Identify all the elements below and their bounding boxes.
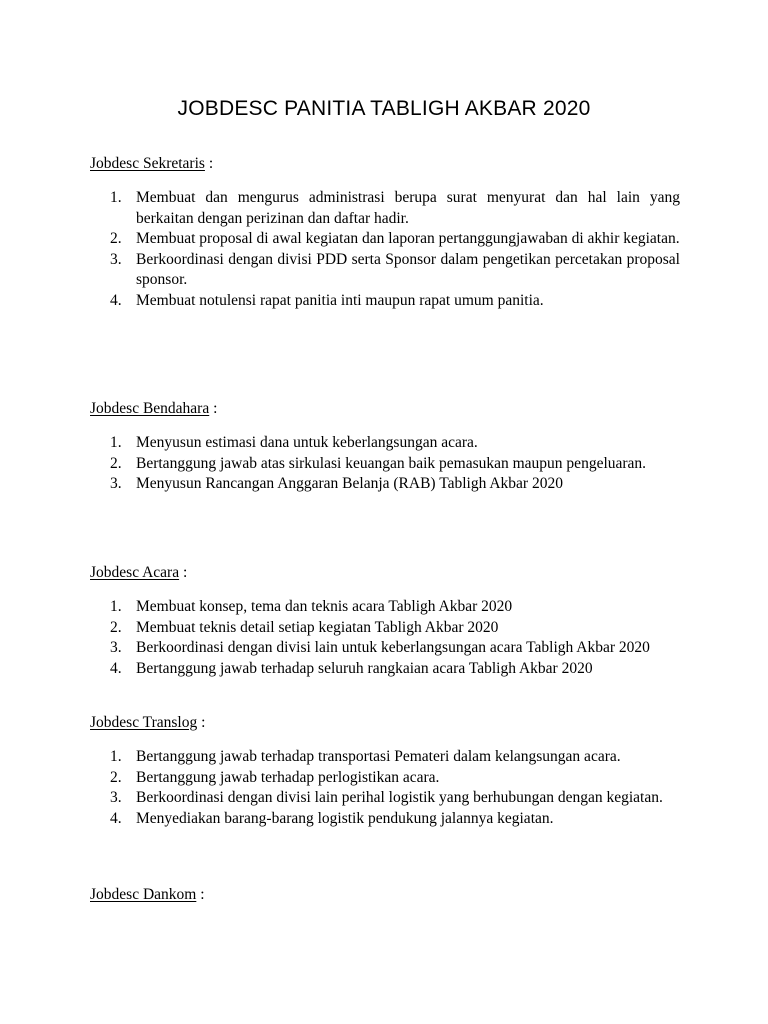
list-item — [90, 291, 680, 312]
section-heading-label: Jobdesc Dankom — [90, 886, 197, 903]
item-text: Menyediakan barang-barang logistik pendukung jalannya kegiatan. — [136, 809, 554, 827]
section-bendahara — [90, 399, 680, 495]
item-text: Membuat teknis detail setiap kegiatan Tabligh Akbar 2020 — [136, 618, 499, 636]
item-text: Membuat proposal di awal kegiatan dan laporan pertanggungjawaban di akhir kegiatan. — [136, 230, 680, 247]
item-number: 1. — [110, 434, 122, 451]
section-heading — [90, 563, 680, 583]
item-number: 1. — [110, 748, 122, 765]
document-title: JOBDESC PANITIA TABLIGH AKBAR 2020 — [177, 97, 591, 120]
list-item — [90, 638, 680, 659]
section-heading-label: Jobdesc Bendahara — [90, 400, 210, 417]
section-heading — [90, 154, 680, 174]
section-heading — [90, 885, 680, 905]
list-item — [90, 618, 680, 639]
item-number: 4. — [110, 659, 122, 677]
item-text: Bertanggung jawab terhadap transportasi Pemateri dalam kelangsungan acara. — [136, 748, 621, 765]
item-list — [90, 188, 680, 311]
section-translog — [90, 713, 680, 829]
item-text: Bertanggung jawab terhadap seluruh rangkaian acara Tabligh Akbar 2020 — [136, 659, 593, 677]
item-text: Bertanggung jawab terhadap perlogistikan acara. — [136, 768, 440, 786]
item-text: Bertanggung jawab atas sirkulasi keuangan baik pemasukan maupun pengeluaran. — [136, 454, 647, 472]
item-number: 3. — [110, 639, 122, 656]
item-number: 2. — [110, 230, 122, 247]
item-text: Membuat notulensi rapat panitia inti maupun rapat umum panitia. — [136, 291, 544, 309]
section-heading — [90, 713, 680, 733]
list-item — [90, 250, 680, 291]
item-text: Membuat dan mengurus administrasi berupa surat menyurat dan hal lain yang berkaitan dengan perizinan dan daftar hadir. — [136, 189, 680, 227]
item-text: Membuat konsep, tema dan teknis acara Tabligh Akbar 2020 — [136, 598, 513, 615]
section-dankom — [90, 885, 680, 905]
section-heading-colon: : — [204, 155, 214, 172]
item-list — [90, 597, 680, 679]
list-item — [90, 188, 680, 229]
item-text: Berkoordinasi dengan divisi PDD serta Sponsor dalam pengetikan percetakan proposal sponsor. — [136, 250, 680, 288]
item-number: 3. — [110, 789, 122, 806]
list-item — [90, 454, 680, 475]
section-heading-label: Jobdesc Translog — [90, 714, 198, 731]
item-number: 2. — [110, 454, 122, 472]
item-number: 2. — [110, 768, 122, 786]
list-item — [90, 229, 680, 250]
section-sekretaris — [90, 154, 680, 311]
list-item — [90, 768, 680, 789]
list-item — [90, 747, 680, 768]
section-heading-colon: : — [196, 886, 205, 903]
section-heading-label: Jobdesc Acara — [90, 564, 180, 581]
item-number: 3. — [110, 250, 122, 268]
item-list — [90, 433, 680, 495]
list-item — [90, 433, 680, 454]
item-number: 4. — [110, 291, 122, 309]
item-number: 1. — [110, 189, 122, 206]
section-heading — [90, 399, 680, 419]
item-number: 4. — [110, 809, 122, 827]
list-item — [90, 474, 680, 495]
item-text: Berkoordinasi dengan divisi lain perihal logistik yang berhubungan dengan kegiatan. — [136, 789, 663, 806]
list-item — [90, 788, 680, 809]
item-text: Menyusun estimasi dana untuk keberlangsungan acara. — [136, 434, 478, 451]
item-number: 3. — [110, 475, 122, 492]
list-item — [90, 809, 680, 830]
section-heading-colon: : — [209, 400, 218, 417]
section-heading-colon: : — [197, 714, 206, 731]
section-acara — [90, 563, 680, 679]
item-text: Berkoordinasi dengan divisi lain untuk keberlangsungan acara Tabligh Akbar 2020 — [136, 639, 650, 656]
item-number: 1. — [110, 598, 122, 615]
section-heading-colon: : — [179, 564, 188, 581]
item-text: Menyusun Rancangan Anggaran Belanja (RAB) Tabligh Akbar 2020 — [136, 475, 563, 492]
list-item — [90, 597, 680, 618]
item-list — [90, 747, 680, 829]
list-item — [90, 659, 680, 680]
item-number: 2. — [110, 618, 122, 636]
section-heading-label: Jobdesc Sekretaris — [90, 155, 205, 172]
